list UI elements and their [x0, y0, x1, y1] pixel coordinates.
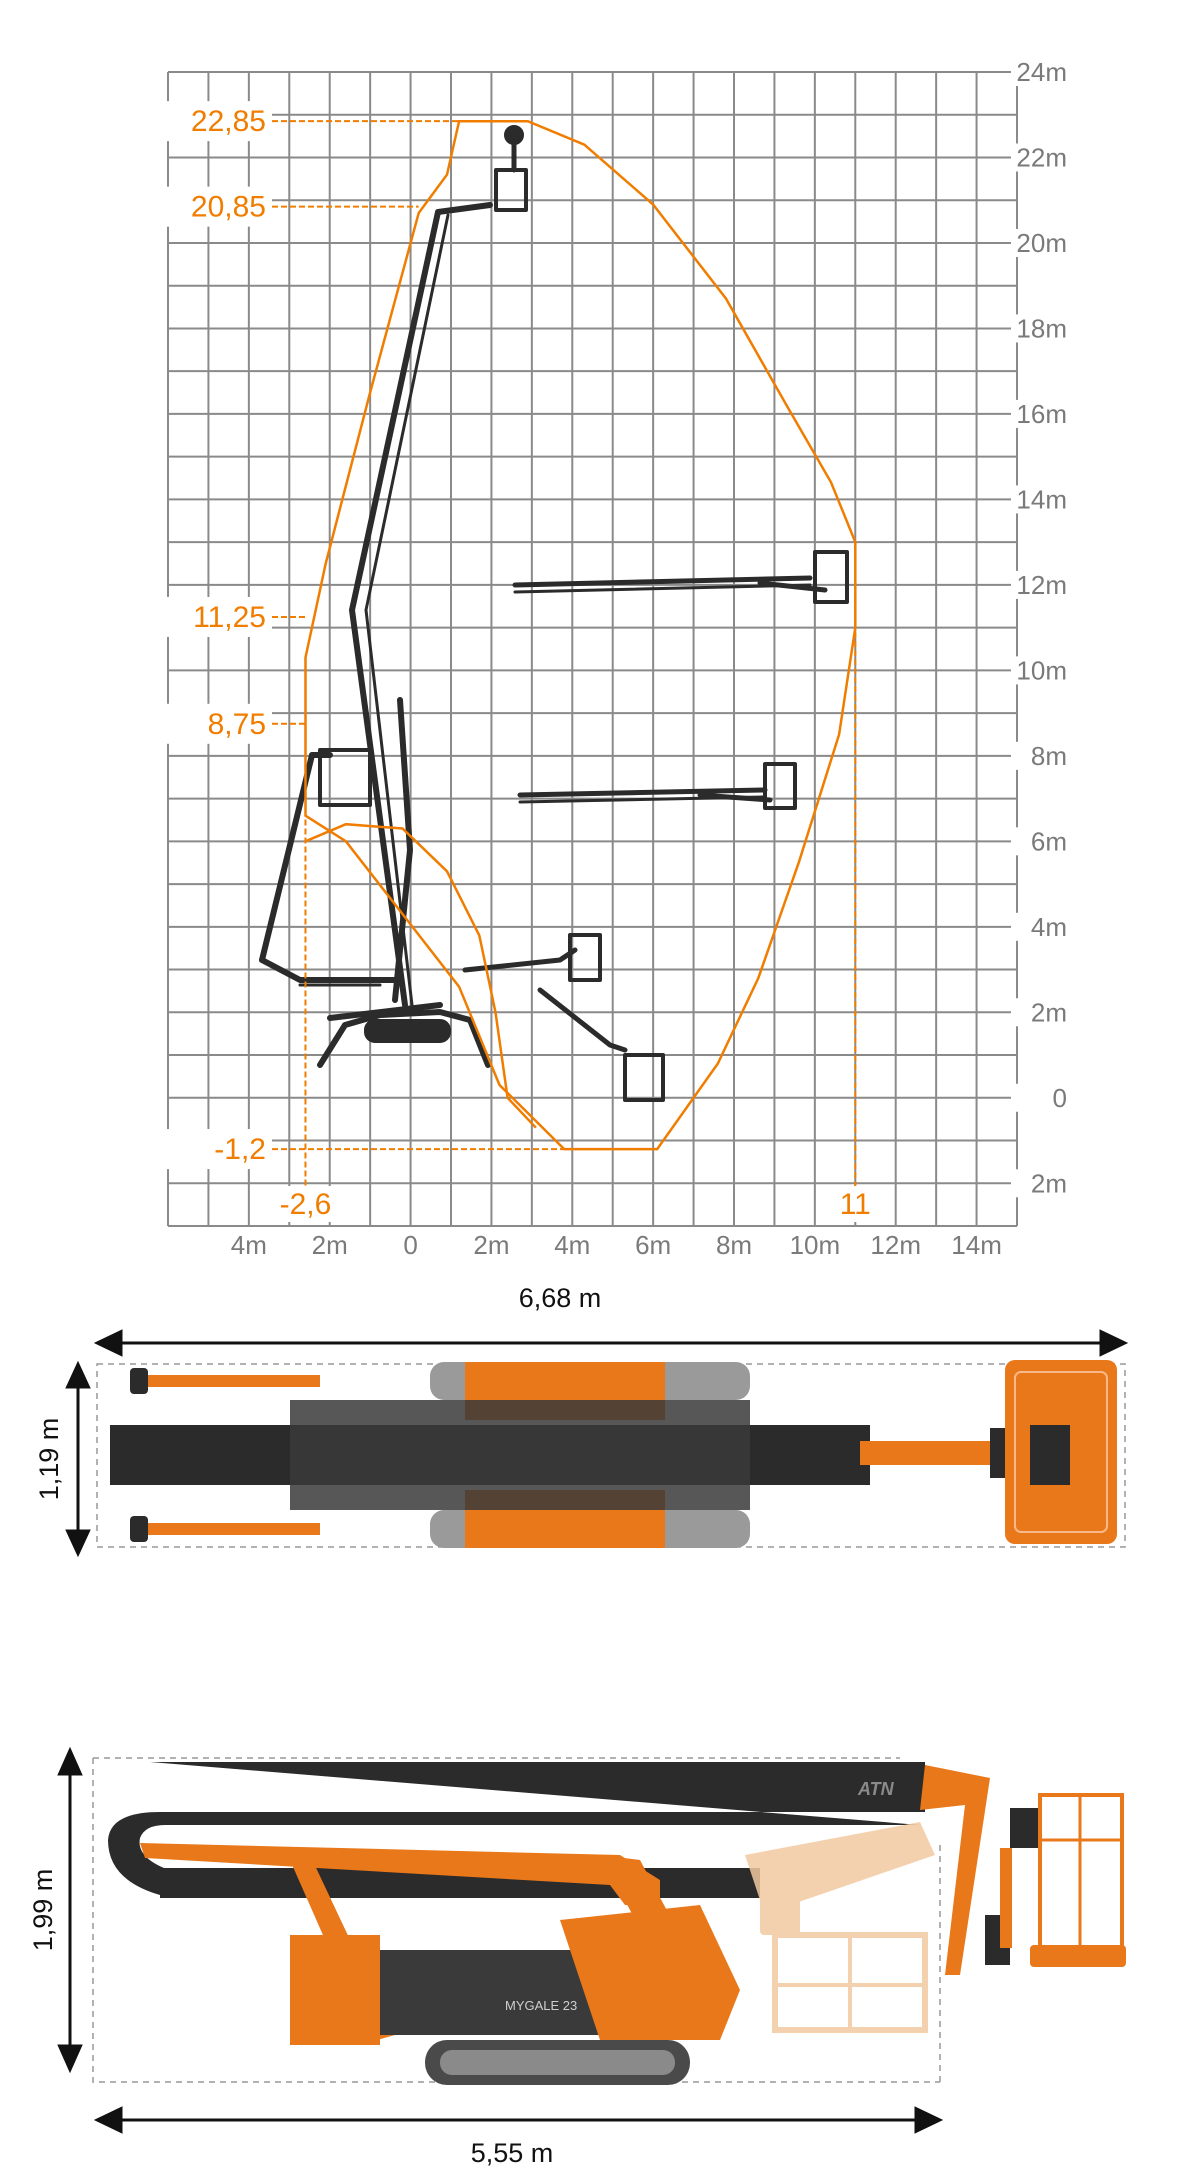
working-envelope-outline [306, 121, 856, 1149]
y-tick-label: 16m [1016, 398, 1067, 429]
height-marker-label: 8,75 [207, 707, 266, 741]
outreach-marker-label: 11 [839, 1188, 871, 1221]
height-dimension [58, 1748, 82, 2072]
x-tick-label: 2m [473, 1230, 510, 1260]
machine-outreach-mid [520, 764, 795, 808]
width-dimension [95, 1330, 1127, 1356]
side-view-drawing [28, 1748, 1126, 2168]
y-tick-label: 10m [1016, 655, 1067, 686]
x-tick-label: 12m [870, 1230, 922, 1260]
y-tick-label: 22m [1016, 142, 1067, 173]
y-tick-label: 20m [1016, 227, 1067, 258]
height-marker-label: 20,85 [190, 190, 266, 224]
y-tick-label: 2m [1030, 1168, 1067, 1199]
depth-dimension [66, 1362, 90, 1556]
length-dimension [95, 2107, 942, 2133]
top-view-drawing [34, 1283, 1127, 1556]
y-tick-label: 12m [1016, 569, 1067, 600]
y-tick-label: 2m [1030, 997, 1067, 1028]
outreach-marker-label: -2,6 [279, 1188, 332, 1221]
machine-side-view [108, 1762, 1126, 2085]
y-tick-label: 8m [1030, 740, 1067, 771]
machine-outreach-high [515, 552, 847, 602]
y-tick-label: 0 [1052, 1082, 1067, 1113]
height-marker-label: 22,85 [190, 105, 266, 139]
boom-brand-label: ATN [858, 1779, 894, 1799]
x-tick-label: 4m [230, 1230, 267, 1260]
body-model-label: MYGALE 23 [505, 1998, 578, 2013]
x-tick-label: 14m [951, 1230, 1002, 1260]
dimension-markers [164, 101, 891, 1222]
x-tick-label: 10m [789, 1230, 841, 1260]
inner-reach-arc [306, 824, 536, 1127]
y-axis-tick-labels [1011, 57, 1073, 1198]
x-axis-tick-labels [231, 1230, 1002, 1260]
y-tick-label: 4m [1030, 911, 1067, 942]
x-tick-label: 0 [403, 1230, 418, 1260]
y-tick-label: 18m [1016, 313, 1067, 344]
depth-label: 1,19 m [34, 1417, 64, 1501]
reach-diagram [164, 57, 1073, 1260]
y-tick-label: 14m [1016, 484, 1067, 515]
y-tick-label: 6m [1030, 826, 1067, 857]
length-label: 5,55 m [470, 2138, 554, 2168]
machine-max-height-position [352, 128, 526, 1005]
ghost-jib [745, 1822, 935, 2030]
width-label: 6,68 m [518, 1283, 602, 1313]
x-tick-label: 8m [715, 1230, 753, 1260]
machine-top-view [110, 1360, 1117, 1548]
x-tick-label: 6m [635, 1230, 672, 1260]
x-tick-label: 2m [311, 1230, 348, 1260]
x-tick-label: 4m [554, 1230, 591, 1260]
grid [168, 72, 1017, 1226]
height-marker-label: -1,2 [214, 1133, 266, 1167]
height-label: 1,99 m [28, 1868, 58, 1952]
y-tick-label: 24m [1016, 57, 1067, 87]
machine-silhouettes [262, 128, 847, 1100]
height-marker-label: 11,25 [193, 600, 266, 634]
